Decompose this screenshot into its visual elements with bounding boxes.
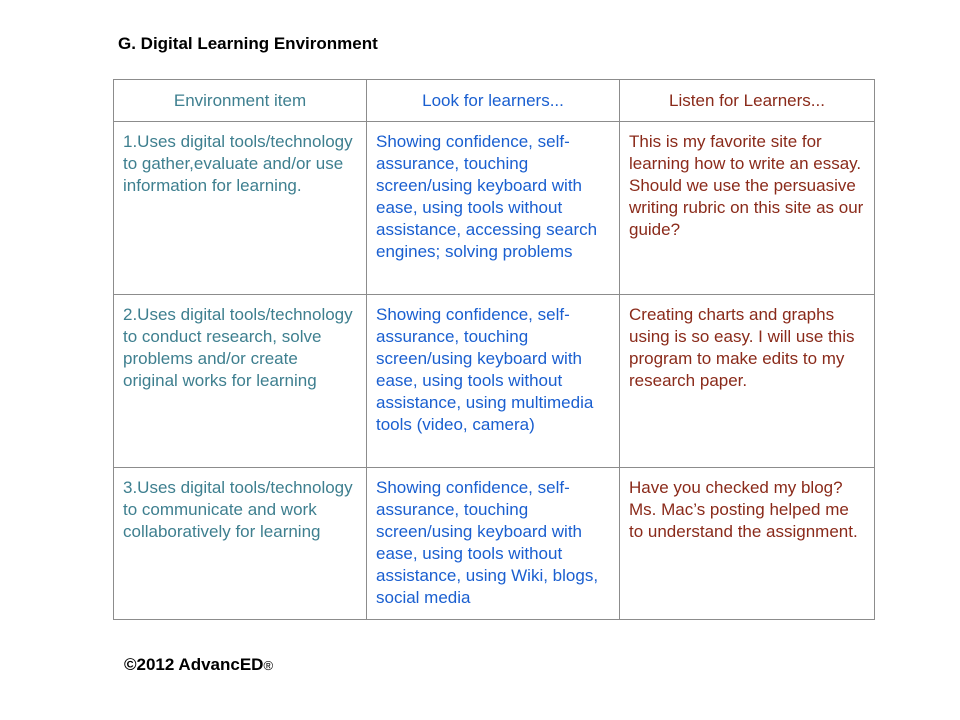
environment-item-cell: 3.Uses digital tools/technology to communicate and work collaboratively for learning bbox=[114, 468, 367, 620]
copyright-footer bbox=[124, 655, 273, 675]
environment-item-cell: 1.Uses digital tools/technology to gather,evaluate and/or use information for learning. bbox=[114, 122, 367, 295]
header-listen-for-learners: Listen for Learners... bbox=[620, 80, 875, 122]
look-for-cell: Showing confidence, self-assurance, touching screen/using keyboard with ease, using tools without assistance, using multimedia tools (video, camera) bbox=[367, 295, 620, 468]
table-header-row bbox=[114, 80, 875, 122]
learning-environment-table bbox=[113, 79, 875, 620]
copyright-text: ©2012 AdvancED bbox=[124, 655, 264, 674]
header-environment-item: Environment item bbox=[114, 80, 367, 122]
page-title: G. Digital Learning Environment bbox=[118, 34, 378, 53]
table-row bbox=[114, 295, 875, 468]
table-row bbox=[114, 468, 875, 620]
listen-for-cell: Have you checked my blog? Ms. Mac’s posting helped me to understand the assignment. bbox=[620, 468, 875, 620]
registered-mark: ® bbox=[263, 658, 274, 673]
environment-item-cell: 2.Uses digital tools/technology to conduct research, solve problems and/or create original works for learning bbox=[114, 295, 367, 468]
look-for-cell: Showing confidence, self-assurance, touching screen/using keyboard with ease, using tools without assistance, accessing search engines; solving problems bbox=[367, 122, 620, 295]
listen-for-cell: This is my favorite site for learning how to write an essay. Should we use the persuasive writing rubric on this site as our guide? bbox=[620, 122, 875, 295]
look-for-cell: Showing confidence, self-assurance, touching screen/using keyboard with ease, using tools without assistance, using Wiki, blogs, social media bbox=[367, 468, 620, 620]
listen-for-cell: Creating charts and graphs using is so easy. I will use this program to make edits to my research paper. bbox=[620, 295, 875, 468]
header-look-for-learners: Look for learners... bbox=[367, 80, 620, 122]
table-row bbox=[114, 122, 875, 295]
